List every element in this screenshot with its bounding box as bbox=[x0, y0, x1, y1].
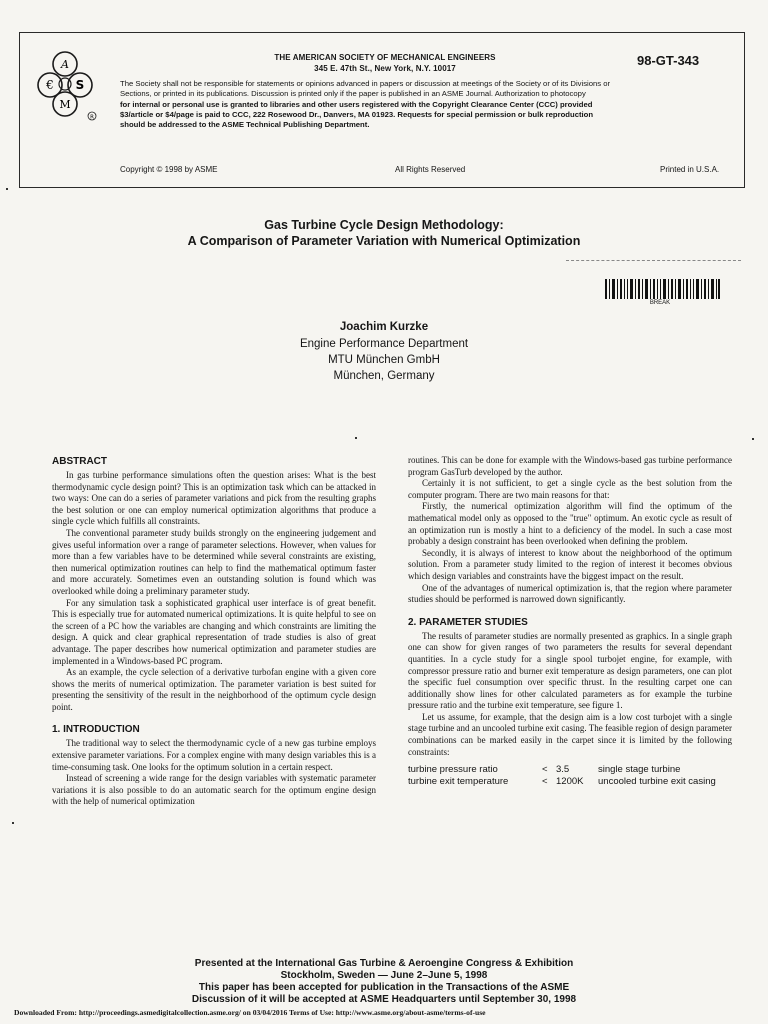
paper-title: Gas Turbine Cycle Design Methodology: bbox=[264, 218, 504, 232]
rights-notice: All Rights Reserved bbox=[395, 165, 466, 174]
copyright-notice: Copyright © 1998 by ASME bbox=[120, 165, 218, 174]
svg-text:M: M bbox=[59, 98, 71, 111]
introduction-paragraph: Instead of screening a wide range for the design variables with systematic parameter variations it is also possible to do an automatic search for the optimum engine design with the help of numerical optimization bbox=[52, 773, 376, 807]
disclaimer-line: should be addressed to the ASME Technical Publishing Department. bbox=[120, 120, 370, 130]
barcode-label: BREAK bbox=[649, 300, 671, 306]
constraint-relation: < bbox=[542, 776, 548, 788]
constraint-row bbox=[408, 764, 732, 776]
publication-note: This paper has been accepted for publication in the Transactions of the ASME bbox=[198, 982, 570, 993]
constraint-relation: < bbox=[542, 764, 548, 776]
abstract-paragraph: For any simulation task a sophisticated graphical user interface is of great benefit. This is especially true for automated numerical optimizations. It is quite helpful to see on the screen of a PC how the variables are changing and which constraints are limiting the design. A quick and clear graphical representation of trade studies is also of great advantage. The paper describes how numerical optimization and parameter studies are implemented in a Windows-based PC program. bbox=[52, 597, 376, 666]
paper-number: 98-GT-343 bbox=[637, 53, 700, 68]
body-paragraph: Secondly, it is always of interest to know about the neighborhood of the optimum solution. From a parameter study limited to the region of interest it becomes obvious which design variables and constraints have the biggest impact on the result. bbox=[408, 547, 732, 581]
abstract-heading: ABSTRACT bbox=[52, 456, 107, 467]
parameter-paragraph: Let us assume, for example, that the design aim is a low cost turbojet with a single stage turbine and an uncooled turbine exit casing. The feasible region of design parameter combinations can be marked easily in the carpet since it is limited by the following constraints: bbox=[408, 711, 732, 757]
disclaimer-line: The Society shall not be responsible for statements or opinions advanced in papers or discussion at meetings of the Society or of its Divisions or bbox=[120, 79, 611, 88]
author-name: Joachim Kurzke bbox=[339, 321, 429, 333]
author-company: MTU München GmbH bbox=[328, 354, 440, 366]
constraint-reason: uncooled turbine exit casing bbox=[598, 776, 716, 788]
society-name: THE AMERICAN SOCIETY OF MECHANICAL ENGINEERS bbox=[274, 53, 496, 62]
introduction-paragraph: The traditional way to select the thermodynamic cycle of a new gas turbine employs extensive parameter variations. For a complex engine with many design variables this is a time-consuming task. One looks for the optimum solution in a certain respect. bbox=[52, 738, 376, 772]
conference-place-date: Stockholm, Sweden — June 2–June 5, 1998 bbox=[280, 970, 488, 981]
left-column bbox=[52, 455, 376, 808]
scan-speck bbox=[12, 822, 14, 824]
scan-speck bbox=[752, 438, 754, 440]
constraints-table bbox=[408, 764, 732, 788]
disclaimer-line: for internal or personal use is granted to libraries and other users registered with the Copyright Clearance Center (CCC) provided bbox=[120, 99, 593, 109]
constraint-quantity: turbine pressure ratio bbox=[408, 764, 498, 776]
author-department: Engine Performance Department bbox=[299, 338, 469, 350]
parameter-studies-heading: 2. PARAMETER STUDIES bbox=[408, 616, 528, 628]
barcode-icon bbox=[605, 279, 720, 299]
body-paragraph: One of the advantages of numerical optimization is, that the region where parameter studies should be performed is narrowed down significantly. bbox=[408, 582, 732, 605]
disclaimer-line: $3/article or $4/page is paid to CCC, 222 Rosewood Dr., Danvers, MA 01923. Requests for special permission or bulk reproduction bbox=[120, 109, 594, 119]
constraint-row bbox=[408, 776, 732, 788]
continued-paragraph: routines. This can be done for example with the Windows-based gas turbine performance program GasTurb developed by the author. bbox=[408, 455, 732, 477]
conference-line: Presented at the International Gas Turbine & Aeroengine Congress & Exhibition bbox=[194, 958, 574, 969]
abstract-paragraph: The conventional parameter study builds strongly on the engineering judgement and gives useful information over a range of parameter selections. However, when values for more than a few variables have to be determined while several constraints are existing, then numerical optimization routines can help to find the mathematical optimum faster and more accurately. Sometimes even an outstanding solution is found which was overlooked while doing a preliminary parameter study. bbox=[52, 527, 376, 596]
parameter-paragraph: The results of parameter studies are normally presented as graphics. In a single graph one can show for given ranges of two parameters the results for several dependant quantities. In a cycle study for a single spool turbojet engine, for example, with compressor pressure ratio and burner exit temperature as design parameters, one can plot the specific fuel consumption over specific thrust. In the resulting carpet one can additionally show lines for other calculated parameters as for example the turbine pressure ratio and the turbine exit temperature, see figure 1. bbox=[408, 630, 732, 711]
scan-speck bbox=[6, 188, 8, 190]
society-address: 345 E. 47th St., New York, N.Y. 10017 bbox=[314, 64, 456, 73]
svg-text:A: A bbox=[61, 58, 69, 71]
author-city: München, Germany bbox=[333, 370, 435, 382]
constraint-quantity: turbine exit temperature bbox=[408, 776, 509, 788]
abstract-paragraph: In gas turbine performance simulations often the question arises: What is the best thermodynamic cycle design point? This is an optimization task which can be attacked in two ways: One can do a series of parameter variations and pick from the resulting graphs the best solution or one can employ numerical optimization algorithms that produce a single cycle which fulfills all constraints. bbox=[52, 470, 376, 527]
constraint-reason: single stage turbine bbox=[598, 764, 681, 776]
svg-text:S: S bbox=[75, 78, 85, 92]
section-gap bbox=[52, 713, 376, 723]
body-paragraph: Firstly, the numerical optimization algorithm will find the optimum of the mathematical model only as opposed to the "true" optimum. An exotic cycle as result of an optimization run is mostly a hint to a deficiency of the model. In such a case most probably a design constraint has been overlooked when defining the problem. bbox=[408, 501, 732, 547]
barcode-divider bbox=[566, 260, 741, 261]
scan-speck bbox=[355, 437, 357, 439]
paper-subtitle: A Comparison of Parameter Variation with Numerical Optimization bbox=[187, 234, 581, 248]
svg-text:R: R bbox=[90, 114, 94, 121]
section-gap bbox=[408, 606, 732, 616]
printed-in: Printed in U.S.A. bbox=[660, 165, 720, 174]
constraint-limit: 3.5 bbox=[556, 764, 570, 776]
right-column bbox=[408, 455, 732, 788]
discussion-note: Discussion of it will be accepted at ASME Headquarters until September 30, 1998 bbox=[191, 994, 577, 1005]
asme-logo-icon bbox=[32, 44, 98, 124]
introduction-heading: 1. INTRODUCTION bbox=[52, 724, 140, 736]
abstract-paragraph: As an example, the cycle selection of a derivative turbofan engine with a given core shows the merits of numerical optimization. The parameter variation is best suited for presenting the sensitivity of the result in the neighborhood of the optimum cycle design point. bbox=[52, 667, 376, 712]
svg-text:€: € bbox=[46, 78, 54, 92]
body-paragraph: Certainly it is not sufficient, to get a single cycle as the best solution from the computer program. There are two main reasons for that: bbox=[408, 478, 732, 500]
constraint-limit: 1200K bbox=[556, 776, 584, 788]
download-note: Downloaded From: http://proceedings.asmedigitalcollection.asme.org/ on 03/04/2016 Terms of Use: http://www.asme.org/about-asme/terms-of-use bbox=[14, 1008, 486, 1017]
disclaimer bbox=[120, 79, 730, 130]
disclaimer-line: Sections, or printed in its publications. Discussion is printed only if the paper is published in an ASME Journal. Authorization to photocopy bbox=[120, 89, 586, 99]
